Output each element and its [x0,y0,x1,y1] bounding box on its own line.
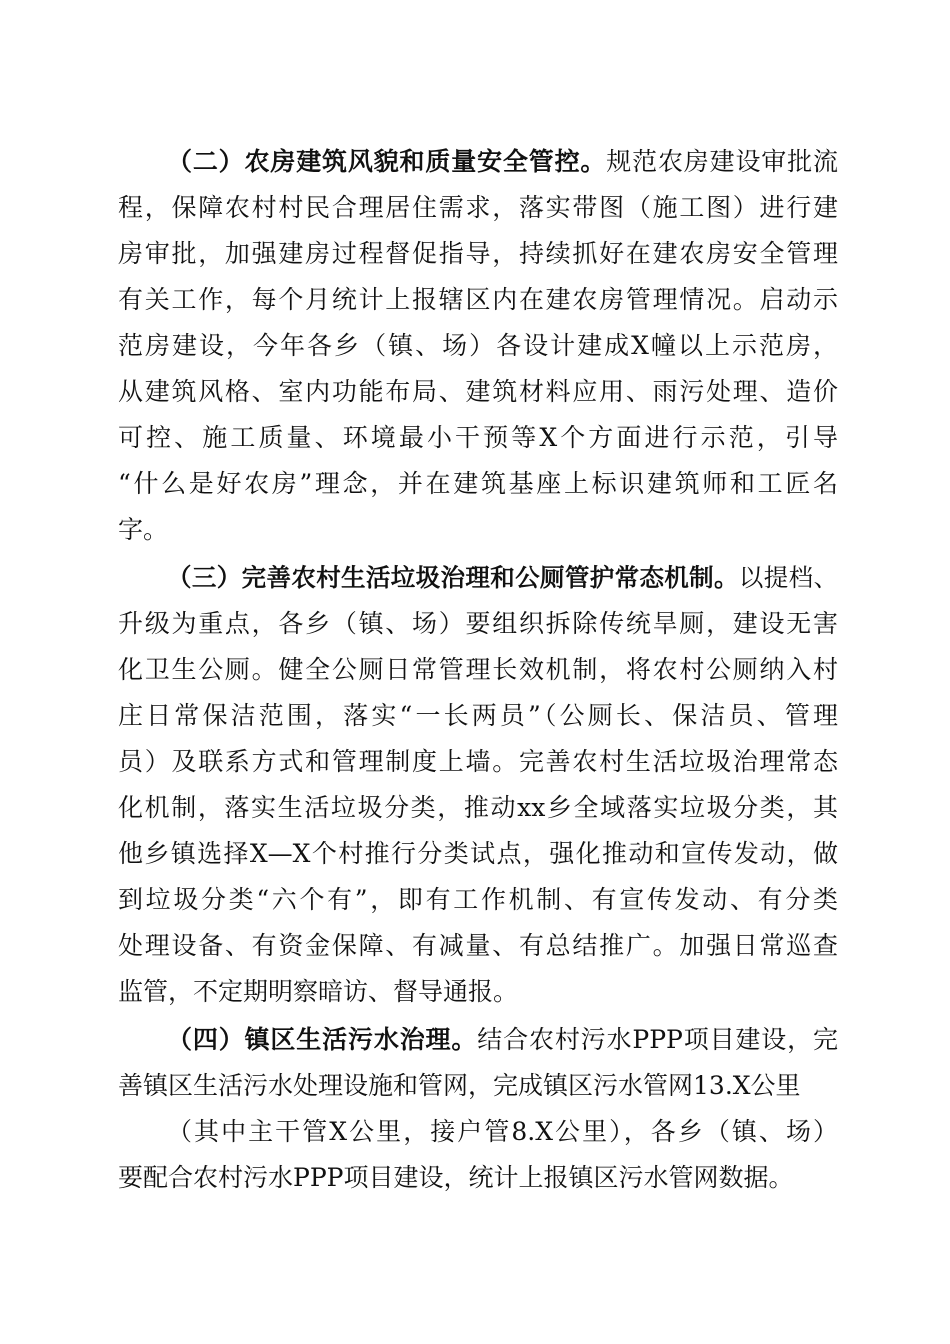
paragraph-3-line-7: 他乡镇选择X—X个村推行分类试点，强化推动和宣传发动，做 [118,839,838,868]
paragraph-3-line-5: 员）及联系方式和管理制度上墙。完善农村生活垃圾治理常态 [118,747,838,776]
paragraph-4-line-4: 要配合农村污水PPP项目建设，统计上报镇区污水管网数据。 [118,1163,794,1192]
paragraph-3-line-4: 庄日常保洁范围，落实“一长两员”（公厕长、保洁员、管理 [118,701,838,730]
paragraph-2-line-4: 有关工作，每个月统计上报辖区内在建农房管理情况。启动示 [118,285,838,314]
paragraph-2-line-7: 可控、施工质量、环境最小干预等X个方面进行示范，引导 [118,423,838,452]
paragraph-3-line-9: 处理设备、有资金保障、有减量、有总结推广。加强日常巡查 [118,931,838,960]
paragraph-2-line-9: 字。 [118,515,169,544]
paragraph-2-line-3: 房审批，加强建房过程督促指导，持续抓好在建农房安全管理 [118,239,838,268]
paragraph-3-line-2: 升级为重点，各乡（镇、场）要组织拆除传统旱厕，建设无害 [118,609,838,638]
paragraph-2-text: 规范农房建设审批流 [606,147,838,176]
paragraph-4-line-2: 善镇区生活污水处理设施和管网，完成镇区污水管网13.X公里 [118,1071,801,1100]
paragraph-2-line-6: 从建筑风格、室内功能布局、建筑材料应用、雨污处理、造价 [118,377,838,406]
paragraph-3-line-8: 到垃圾分类“六个有”，即有工作机制、有宣传发动、有分类 [118,885,838,914]
paragraph-2-line-1 [167,142,838,182]
paragraph-2-line-8: “什么是好农房”理念，并在建筑基座上标识建筑师和工匠名 [118,469,838,498]
paragraph-3-heading: （三）完善农村生活垃圾治理和公厕管护常态机制。 [167,563,739,592]
paragraph-4-line-1 [167,1020,838,1060]
paragraph-2-line-5: 范房建设，今年各乡（镇、场）各设计建成X幢以上示范房， [118,331,838,360]
paragraph-3-text: 以提档、 [738,563,839,592]
paragraph-3-line-10: 监管，不定期明察暗访、督导通报。 [118,977,519,1006]
paragraph-4-text: 结合农村污水PPP项目建设，完 [477,1025,838,1054]
paragraph-3-line-3: 化卫生公厕。健全公厕日常管理长效机制，将农村公厕纳入村 [118,655,838,684]
paragraph-3-line-6: 化机制，落实生活垃圾分类，推动xx乡全域落实垃圾分类，其 [118,793,838,822]
paragraph-2-heading: （二）农房建筑风貌和质量安全管控。 [167,147,607,176]
paragraph-4-heading: （四）镇区生活污水治理。 [167,1025,478,1054]
paragraph-2-line-2: 程，保障农村村民合理居住需求，落实带图（施工图）进行建 [118,193,838,222]
paragraph-3-line-1 [167,558,838,598]
paragraph-4-line-3: （其中主干管X公里，接户管8.X公里），各乡（镇、场） [167,1117,838,1146]
